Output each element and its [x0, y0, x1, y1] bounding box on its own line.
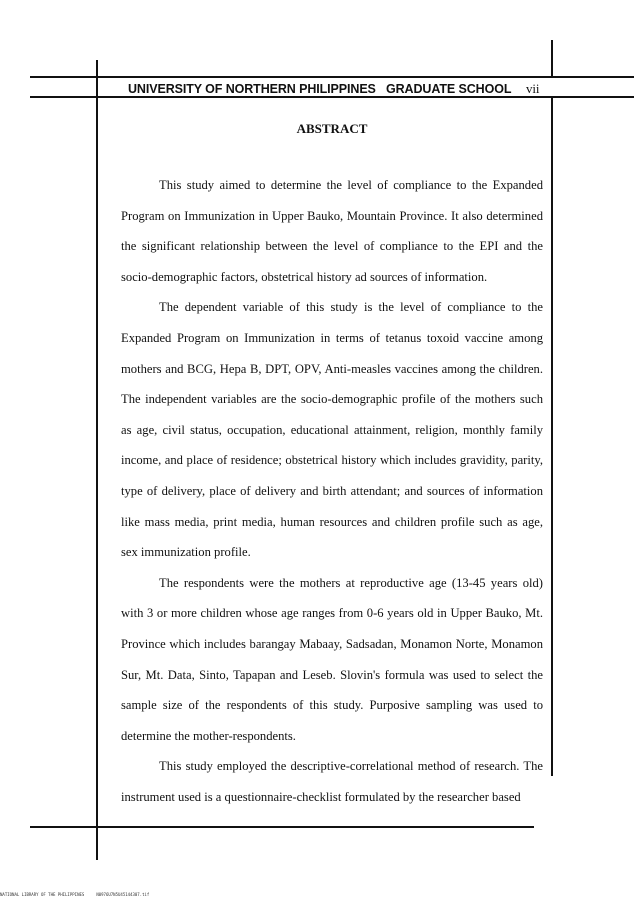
school-name: GRADUATE SCHOOL — [386, 82, 512, 96]
left-margin-rule — [96, 60, 98, 860]
paragraph: The respondents were the mothers at reproductive age (13-45 years old) with 3 or more children whose age ranges from 0-6 years old in Upper Bauko, Mt. Province which includes barangay Mabaay, Sadsadan, Monamon Norte, Monamon Sur, Mt. Data, Sinto, Tapapan and Leseb. Slovin's formula was used to select the sample size of the respondents of this study. Purposive sampling was used to determine the mother-respondents. — [121, 575, 543, 743]
paragraph: This study employed the descriptive-correlational method of research. The instrument used is a questionnaire-checklist formulated by the researcher based — [121, 759, 543, 804]
page-title: ABSTRACT — [296, 121, 368, 136]
footer-rule — [30, 826, 534, 828]
right-margin-rule — [551, 40, 553, 78]
header-bottom-rule — [30, 96, 634, 98]
right-margin-rule-lower — [551, 96, 553, 776]
header-top-rule — [30, 76, 634, 78]
scan-footer: NATIONAL LIBRARY OF THE PHILIPPINES N0976U7N5U45144307.tif — [0, 892, 150, 897]
university-name: UNIVERSITY OF NORTHERN PHILIPPINES — [128, 82, 376, 96]
page-number: vii — [526, 81, 540, 96]
paragraph: This study aimed to determine the level of compliance to the Expanded Program on Immunization in Upper Bauko, Mountain Province. It also determined the significant relationship between the level of compliance to the EPI and the socio-demographic factors, obstetrical history ad sources of information. — [121, 178, 543, 284]
abstract-body — [121, 170, 543, 812]
paragraph: The dependent variable of this study is the level of compliance to the Expanded Program on Immunization in terms of tetanus toxoid vaccine among mothers and BCG, Hepa B, DPT, OPV, Anti-measles vaccines among the children. The independent variables are the socio-demographic profile of the mothers such as age, civil status, occupation, educational attainment, religion, monthly family income, and place of residence; obstetrical history which includes gravidity, parity, type of delivery, place of delivery and birth attendant; and sources of information like mass media, print media, human resources and children profile such as age, sex immunization profile. — [121, 300, 543, 560]
